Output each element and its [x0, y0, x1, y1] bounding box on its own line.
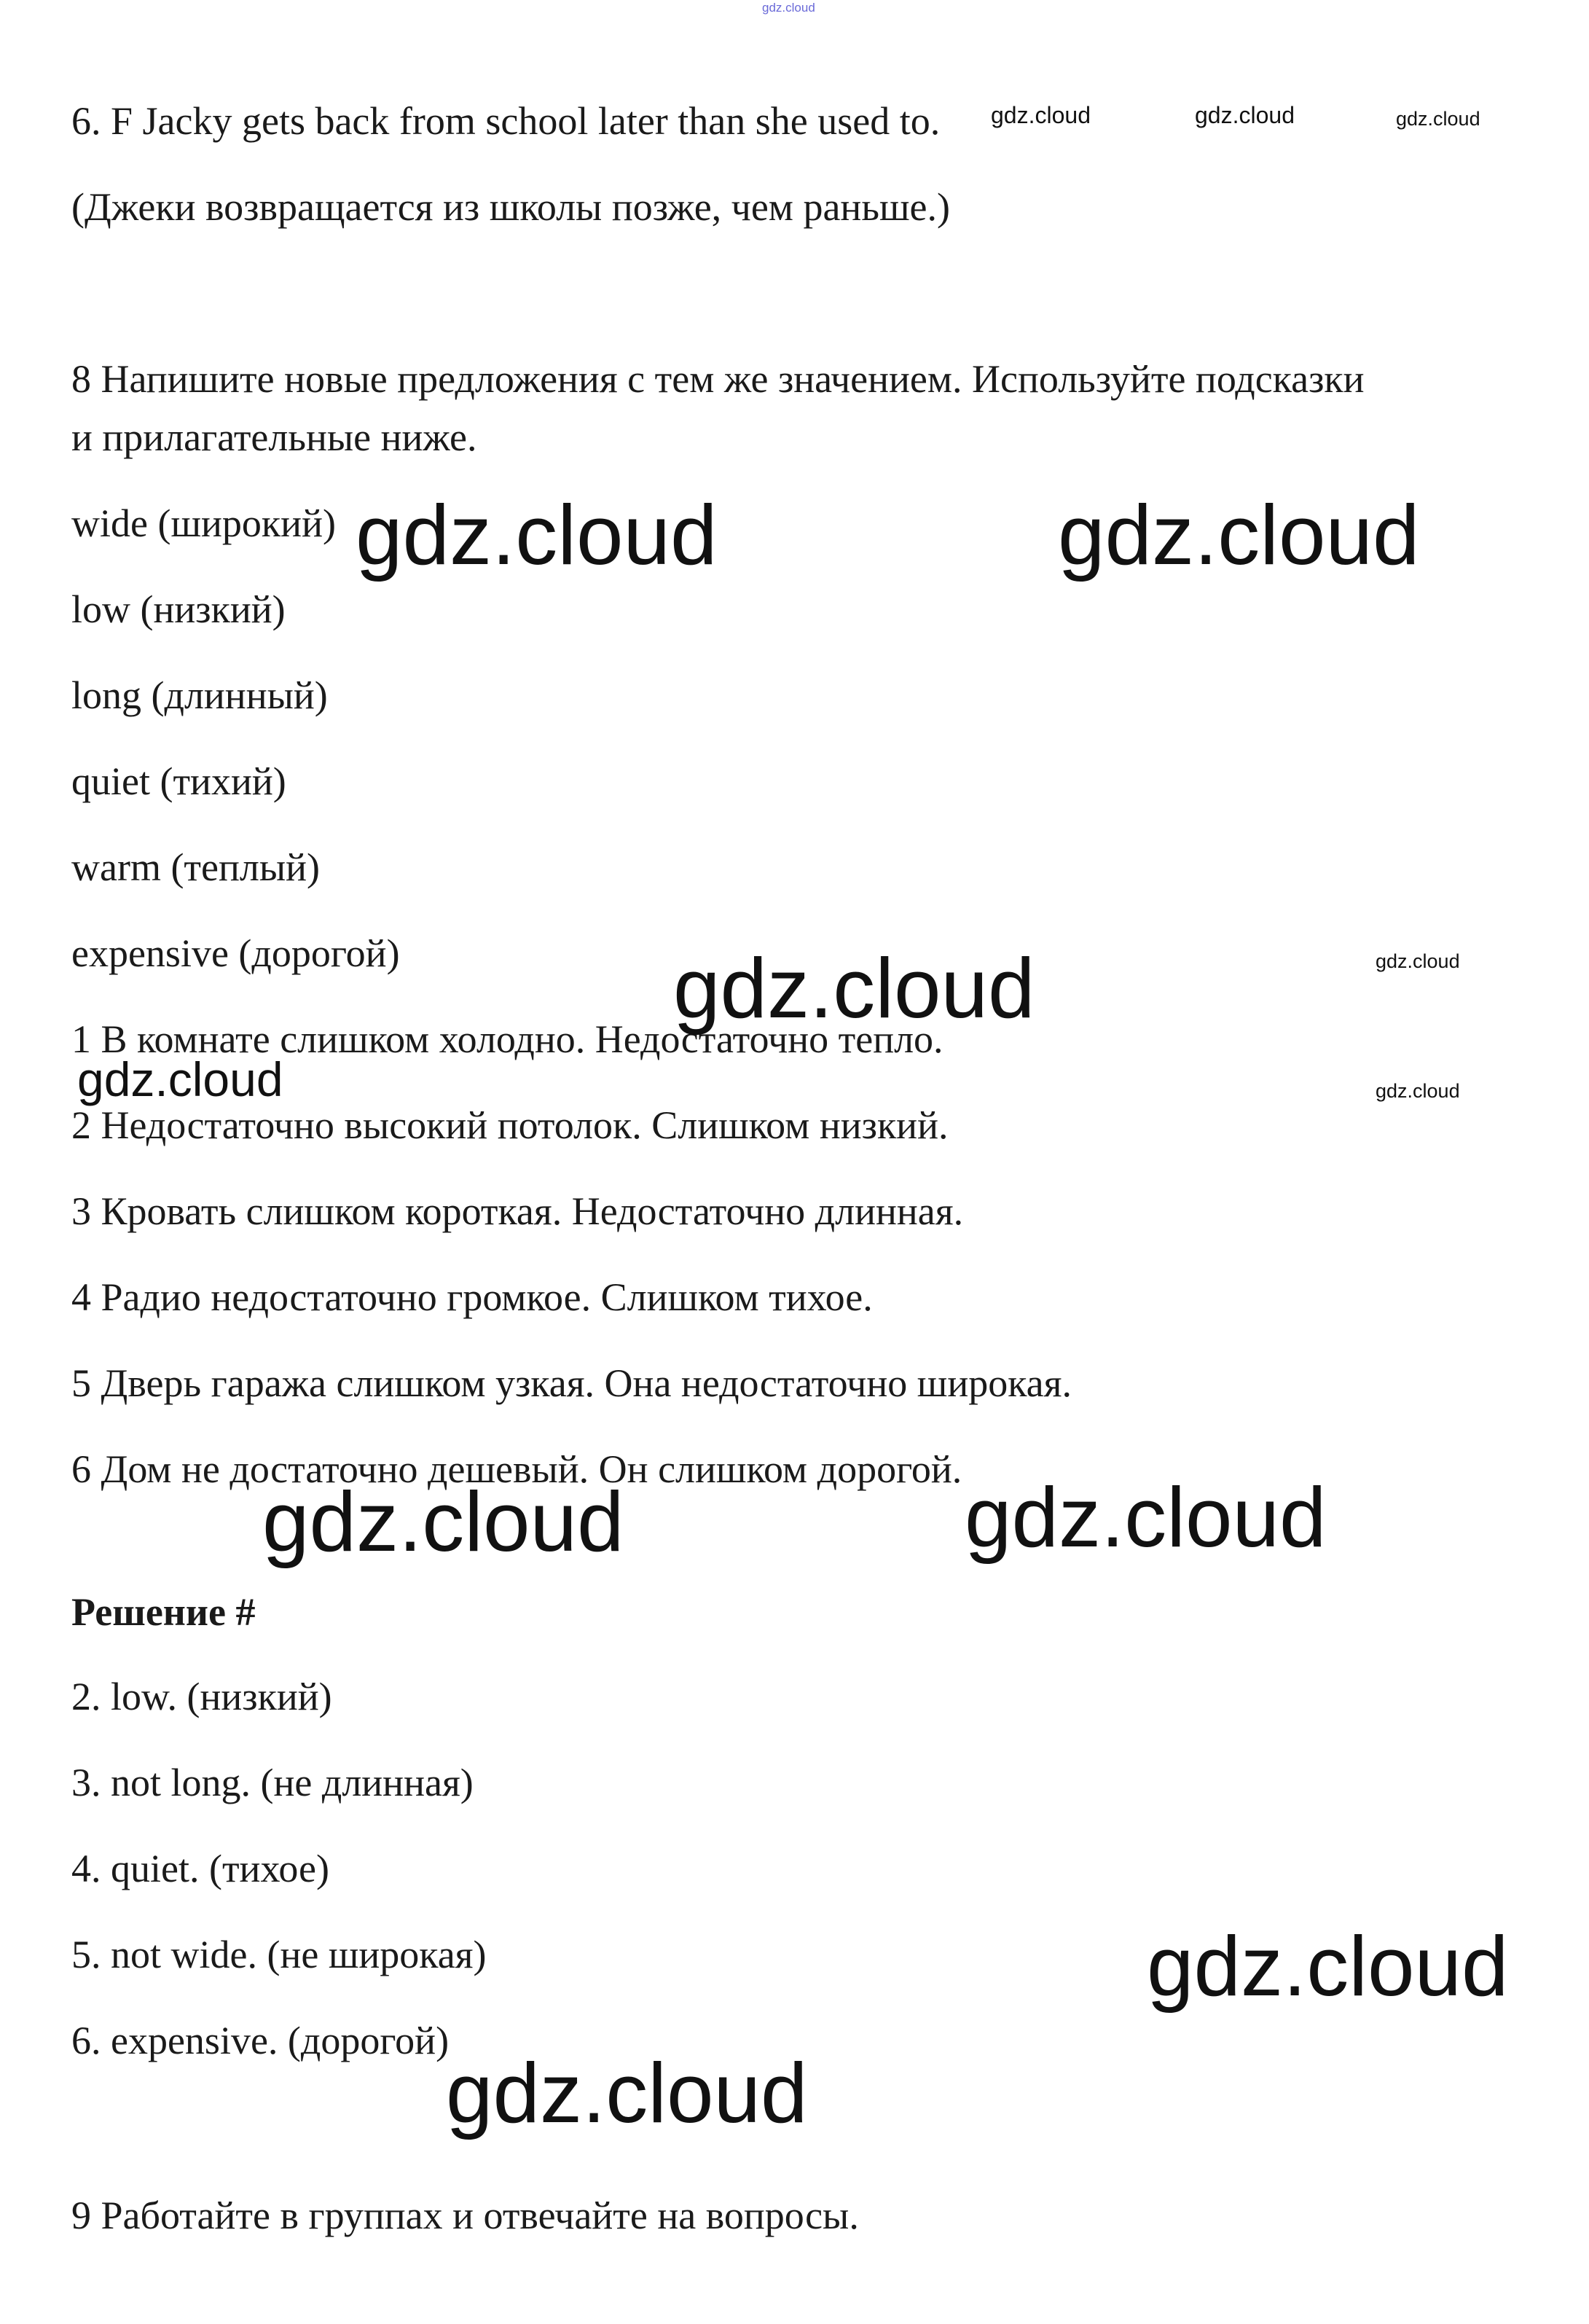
solution-heading: Решение # — [71, 1590, 256, 1634]
exercise8-sentence: 3 Кровать слишком короткая. Недостаточно длинная. — [71, 1189, 964, 1233]
solution-answer: 2. low. (низкий) — [71, 1675, 332, 1718]
watermark-text: gdz.cloud — [262, 1474, 624, 1569]
exercise8-instruction-line1: 8 Напишите новые предложения с тем же значением. Используйте подсказки — [71, 357, 1365, 401]
watermark-text: gdz.cloud — [673, 941, 1035, 1036]
previous-answer-translation: (Джеки возвращается из школы позже, чем раньше.) — [71, 185, 950, 229]
adjective-item: low (низкий) — [71, 587, 286, 631]
adjective-item: warm (теплый) — [71, 845, 321, 889]
watermark-text: gdz.cloud — [1195, 102, 1295, 128]
previous-answer-sentence: 6. F Jacky gets back from school later than she used to. — [71, 99, 941, 143]
exercise8-sentence: 5 Дверь гаража слишком узкая. Она недостаточно широкая. — [71, 1361, 1072, 1405]
watermark-text: gdz.cloud — [77, 1052, 283, 1106]
exercise8-sentence: 1 В комнате слишком холодно. Недостаточно тепло. — [71, 1017, 943, 1061]
solution-answer: 6. expensive. (дорогой) — [71, 2019, 450, 2062]
watermark-text: gdz.cloud — [1058, 488, 1420, 582]
exercise8-sentence: 6 Дом не достаточно дешевый. Он слишком дорогой. — [71, 1447, 962, 1491]
watermark-text: gdz.cloud — [1376, 950, 1460, 972]
top-watermark: gdz.cloud — [762, 1, 815, 15]
watermark-text: gdz.cloud — [1376, 1080, 1460, 1102]
solution-answer: 5. not wide. (не широкая) — [71, 1933, 487, 1976]
exercise8-sentence: 2 Недостаточно высокий потолок. Слишком низкий. — [71, 1103, 949, 1147]
watermark-text: gdz.cloud — [1147, 1919, 1509, 2014]
watermark-text: gdz.cloud — [356, 488, 718, 582]
exercise9-instruction: 9 Работайте в группах и отвечайте на вопросы. — [71, 2194, 859, 2237]
adjective-item: quiet (тихий) — [71, 759, 286, 803]
watermark-text: gdz.cloud — [965, 1470, 1327, 1565]
watermark-text: gdz.cloud — [1396, 108, 1480, 130]
watermark-text: gdz.cloud — [991, 102, 1091, 128]
watermark-text: gdz.cloud — [446, 2046, 808, 2140]
solution-answer: 3. not long. (не длинная) — [71, 1761, 474, 1804]
solution-answer: 4. quiet. (тихое) — [71, 1847, 330, 1890]
exercise8-instruction-line2: и прилагательные ниже. — [71, 415, 477, 459]
adjective-item: wide (широкий) — [71, 501, 336, 545]
exercise8-sentence: 4 Радио недостаточно громкое. Слишком тихое. — [71, 1275, 873, 1319]
adjective-item: long (длинный) — [71, 673, 328, 717]
adjective-item: expensive (дорогой) — [71, 931, 400, 975]
